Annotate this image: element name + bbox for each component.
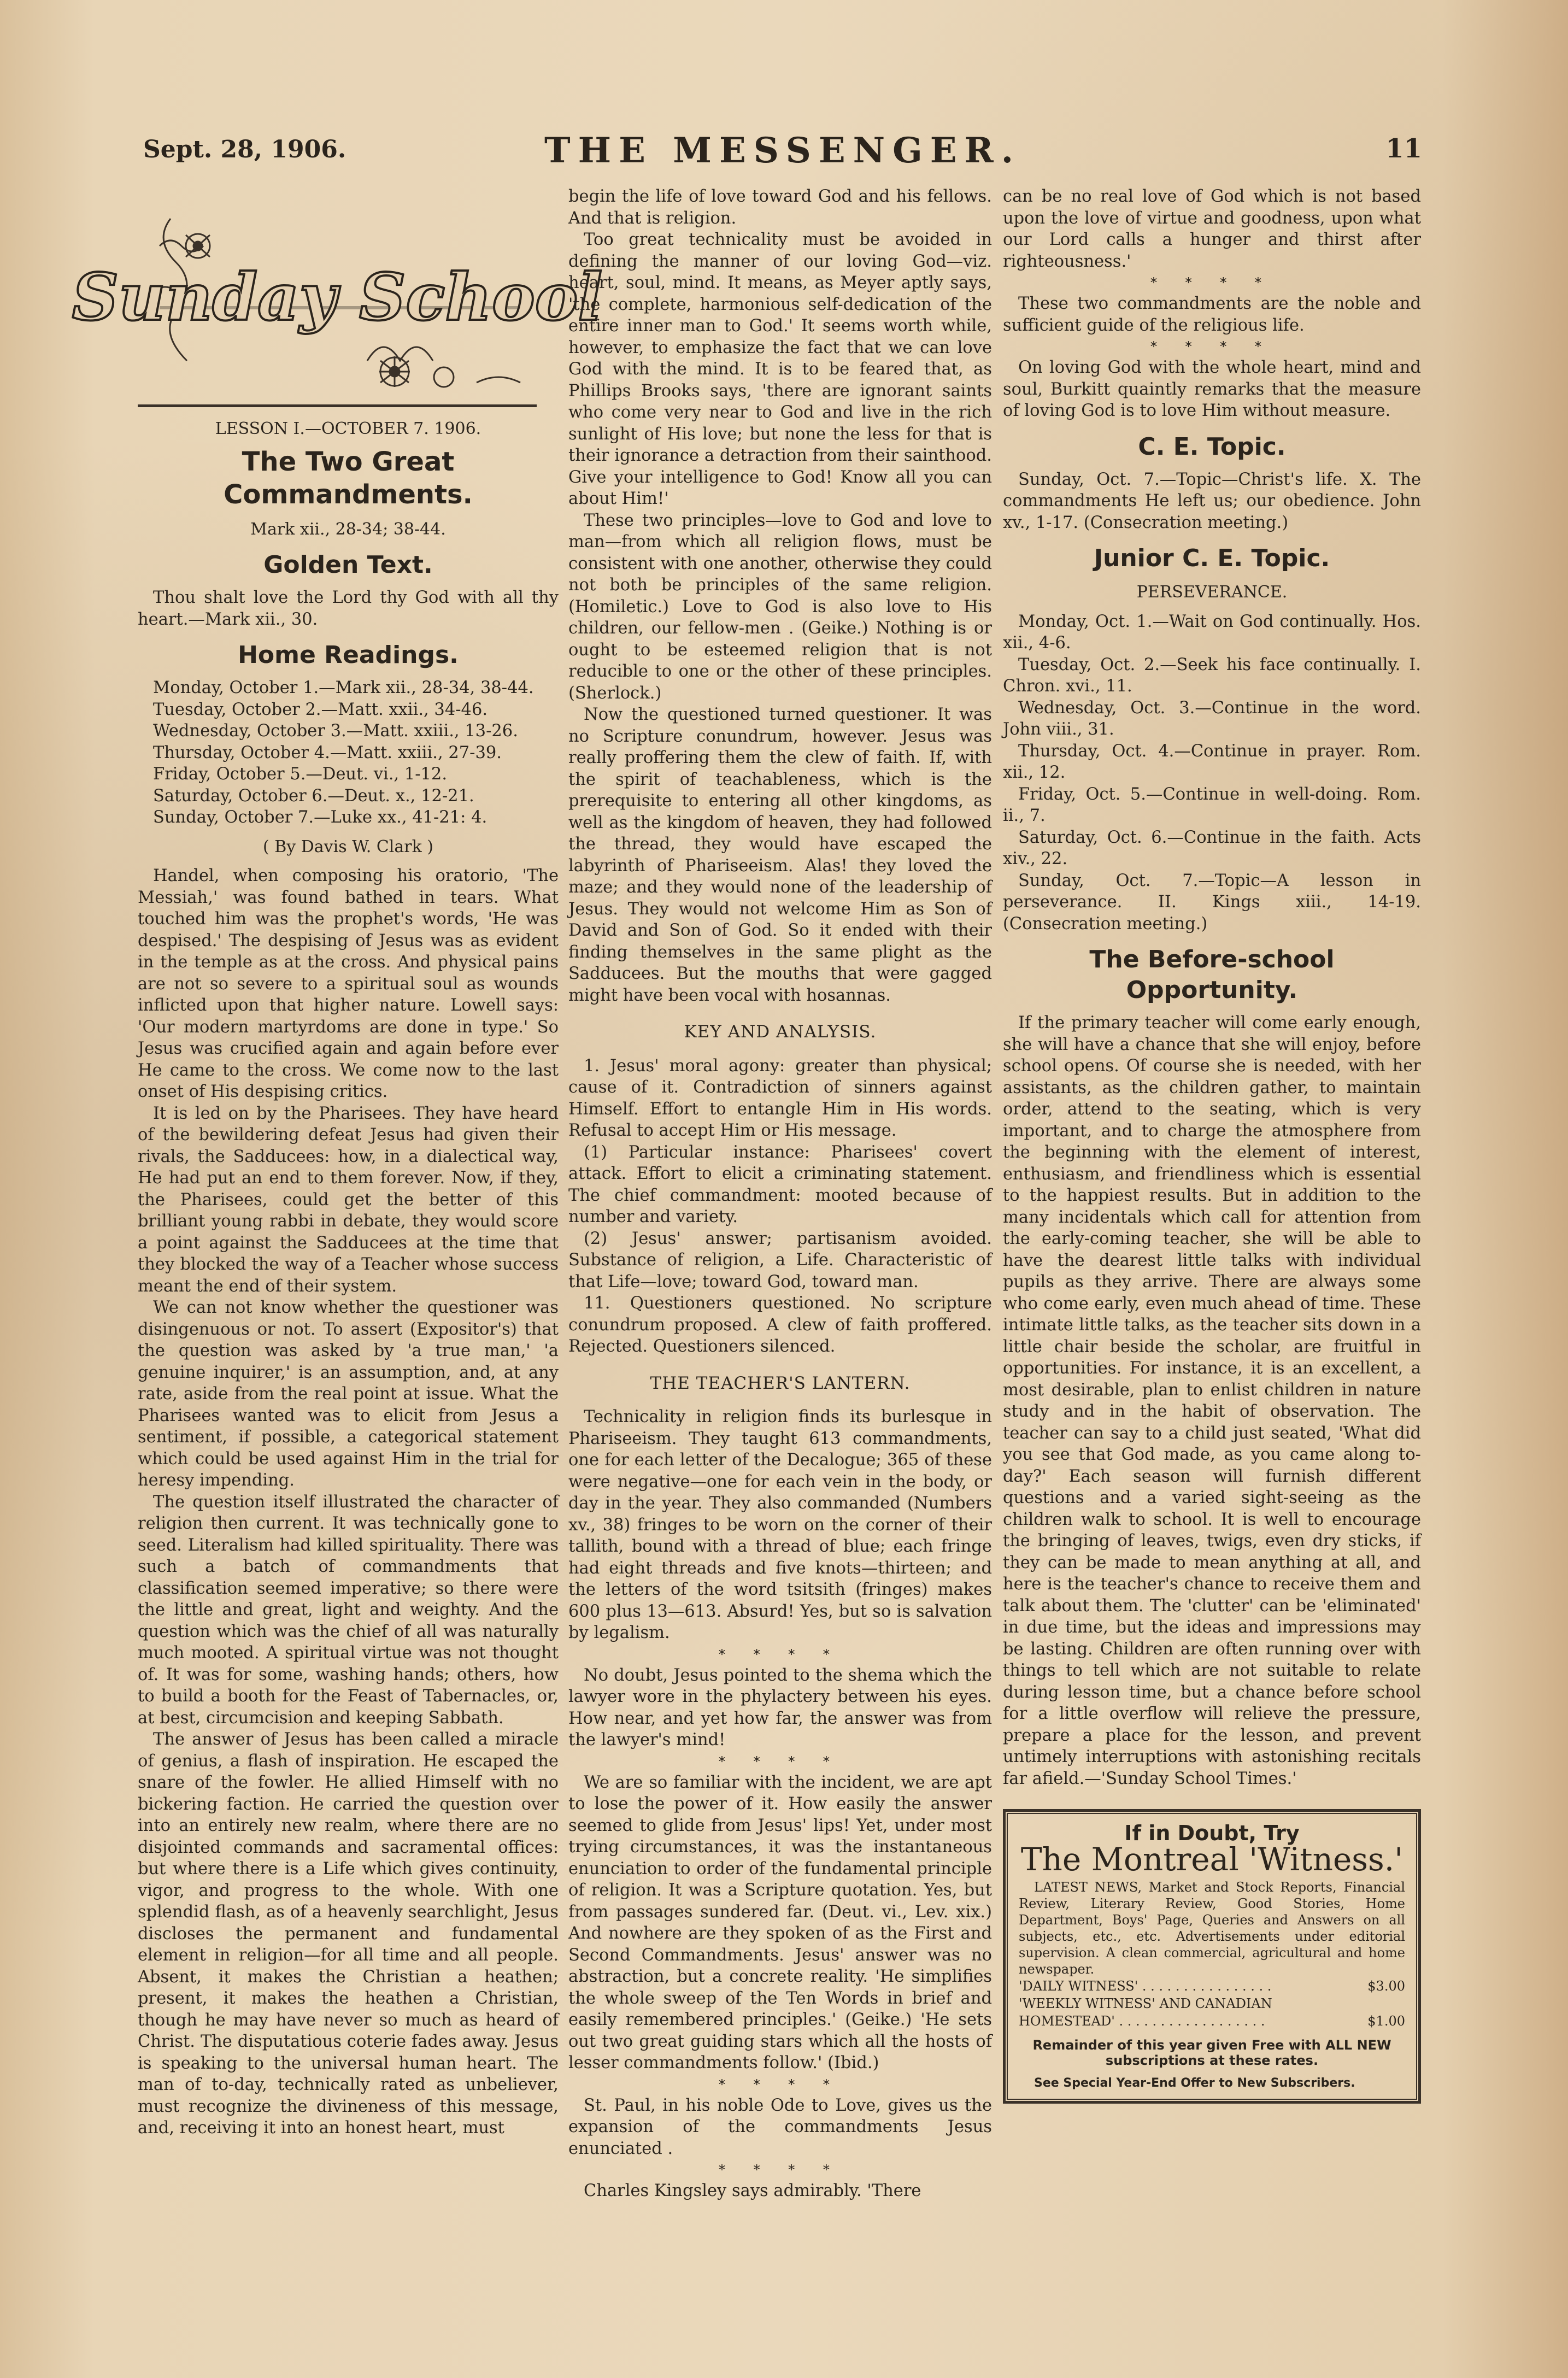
ad-price-row [1019, 2012, 1405, 2030]
analysis-paragraph: 1. Jesus' moral agony: greater than physical; cause of it. Contradiction of sinners against Himself. Effort to entangle Him in His words. Refusal to accept Him or His message. [568, 1056, 992, 1140]
article-paragraph: begin the life of love toward God and his fellows. And that is religion. [568, 187, 992, 228]
analysis-paragraph: (2) Jesus' answer; partisanism avoided. Substance of religion, a Life. Characteristic of that Life—love; toward God, toward man. [568, 1229, 992, 1291]
separator-stars: * * * * [719, 2162, 842, 2177]
sunday-school-logo [72, 197, 603, 407]
junior-topic-item: Thursday, Oct. 4.—Continue in prayer. Rom. xii., 12. [1003, 741, 1421, 782]
golden-text-heading: Golden Text. [263, 551, 433, 579]
byline: ( By Davis W. Clark ) [262, 837, 434, 856]
lantern-paragraph: Technicality in religion finds its burlesque in Phariseeism. They taught 613 commandments, one for each letter of the Decalogue; 365 of these were negative—one for each vein in the body, or day in the year. They also commanded (Numbers xv., 38) fringes to be worn on the corner of their tallith, bound with a thread of blue; each fringe had eight threads and five knots—thirteen; and the letters of the word tsitsith (fringes) makes 600 plus 13—613. Absurd! Yes, but so is salvation by legalism. [568, 1407, 992, 1642]
scripture-reference: Mark xii., 28-34; 38-44. [250, 519, 446, 539]
ad-tagline: If in Doubt, Try [1124, 1821, 1300, 1845]
separator-stars: * * * * [1150, 339, 1273, 354]
article-paragraph: Too great technicality must be avoided in defining the manner of our loving God—viz. heart, soul, mind. It means, as Meyer aptly says, 'the complete, harmonious self-dedication of the entire inner man to God.' It seems worth while, however, to emphasize the fact that we can love God with the mind. It is to be feared that, as Phillips Brooks says, 'there are ignorant saints who come very near to God and live in the rich sunlight of His love; but none the less for that is their ignorance a detraction from their sainthood. Give your intelligence to God! Know all you can about Him!' [568, 230, 992, 508]
page-number: 11 [1385, 133, 1422, 164]
article-paragraph: Now the questioned turned questioner. It was no Scripture conundrum, however. Jesus was really proffering them the clew of faith. If, with the spirit of teachableness, which is the prerequisite to entering all other kingdoms, as well as the kingdom of heaven, they had followed the thread, they would have escaped the labyrinth of Phariseeism. Alas! they loved the maze; and they would none of the leadership of Jesus. They would not welcome Him as Son of David and Son of God. So it ended with their finding themselves in the same plight as the Sadducees. But the mouths that were gagged might have been vocal with hosannas. [568, 705, 992, 1005]
ad-price-label: HOMESTEAD' . . . . . . . . . . . . . . . . . . [1019, 2013, 1265, 2029]
reading-item: Tuesday, October 2.—Matt. xxii., 34-46. [153, 700, 488, 719]
lantern-paragraph: We are so familiar with the incident, we are apt to lose the power of it. How easily the answer seemed to glide from Jesus' lips! Yet, under most trying circumstances, it was the instantaneous enunciation to order of the fundamental principle of religion. It was a Scripture quotation. Yes, but from passages sundered far. (Deut. vi., Lev. xix.) And nowhere are they spoken of as the First and Second Commandments. Jesus' answer was no abstraction, but a concrete reality. 'He simplifies the whole sweep of the Ten Words in brief and easily remembered principles.' (Geike.) 'He sets out two great guiding stars which all the hosts of lesser commandments follow.' (Ibid.) [568, 1772, 992, 2072]
ad-special-offer: See Special Year-End Offer to New Subscribers. [1034, 2076, 1355, 2090]
article-paragraph: The question itself illustrated the character of religion then current. It was technically gone to seed. Literalism had killed spirituality. There was such a batch of commandments that classification seemed imperative; so there were the little and great, light and weighty. And the question which was the chief of all was naturally much mooted. A spiritual virtue was not thought of. It was for some, washing hands; others, how to build a booth for the Feast of Tabernacles, or, at best, circumcision and keeping Sabbath. [138, 1492, 559, 1728]
golden-text: Thou shalt love the Lord thy God with all thy heart.—Mark xii., 30. [138, 588, 559, 629]
ad-description: LATEST NEWS, Market and Stock Reports, Financial Review, Literary Review, Good Stories, Home Department, Boys' Page, Queries and Answers on all subjects, etc., etc. Advertisements under editorial supervision. A clean commercial, agricultural and home newspaper. [1019, 1880, 1405, 1977]
lantern-paragraph: St. Paul, in his noble Ode to Love, gives us the expansion of the commandments Jesus enunciated . [568, 2095, 992, 2158]
ad-price-label: 'DAILY WITNESS' . . . . . . . . . . . . . . . . [1019, 1978, 1272, 1994]
witness-advertisement [1003, 1809, 1421, 2104]
reading-item: Wednesday, October 3.—Matt. xxiii., 13-26. [153, 721, 518, 741]
before-school-heading: The Before-school Opportunity. [1089, 946, 1335, 1004]
separator-stars: * * * * [719, 1646, 842, 1662]
ad-free-offer: Remainder of this year given Free with ALL NEW subscriptions at these rates. [1032, 2038, 1391, 2068]
lantern-paragraph: No doubt, Jesus pointed to the shema which the lawyer wore in the phylactery between his eyes. How near, and yet how far, the answer was from the lawyer's mind! [568, 1665, 992, 1749]
junior-ce-topic-heading: Junior C. E. Topic. [1094, 544, 1330, 572]
page-header [143, 130, 1422, 174]
article-paragraph: On loving God with the whole heart, mind and soul, Burkitt quaintly remarks that the measure of loving God is to love Him without measure. [1003, 358, 1421, 420]
reading-item: Monday, October 1.—Mark xii., 28-34, 38-44. [153, 678, 534, 697]
separator-stars: * * * * [1150, 275, 1273, 290]
issue-date: Sept. 28, 1906. [143, 136, 347, 163]
article-paragraph: can be no real love of God which is not based upon the love of virtue and goodness, upon what our Lord calls a hunger and thirst after righteousness.' [1003, 187, 1421, 271]
article-paragraph: These two principles—love to God and love to man—from which all religion flows, must be consistent with one another, otherwise they could not both be principles of the same religion. (Homiletic.) Love to God is also love to His children, our fellow-men . (Geike.) Nothing is or ought to be esteemed religion that is not reducible to one or the other of these principles. (Sherlock.) [568, 510, 992, 703]
reading-item: Sunday, October 7.—Luke xx., 41-21: 4. [153, 808, 488, 827]
article-paragraph: Handel, when composing his oratorio, 'The Messiah,' was found bathed in tears. What touched him was the prophet's words, 'He was despised.' The despising of Jesus was as evident in the temple as at the cross. And physical pains are not so severe to a spiritual soul as wounds inflicted upon that higher nature. Lowell says: 'Our modern martyrdoms are done in type.' So Jesus was crucified again and again before ever He came to the cross. We come now to the last onset of His despising critics. [138, 866, 559, 1101]
ad-title: The Montreal 'Witness.' [1020, 1840, 1403, 1878]
reading-item: Thursday, October 4.—Matt. xxiii., 27-39. [153, 743, 502, 762]
lantern-paragraph: Charles Kingsley says admirably. 'There [584, 2181, 921, 2200]
home-readings-heading: Home Readings. [238, 641, 459, 669]
junior-ce-subheading: PERSEVERANCE. [1136, 583, 1288, 602]
analysis-paragraph: 11. Questioners questioned. No scripture conundrum proposed. A clew of faith proffered. Rejected. Questioners silenced. [568, 1294, 992, 1356]
reading-item: Saturday, October 6.—Deut. x., 12-21. [153, 786, 474, 806]
key-analysis-heading: KEY AND ANALYSIS. [684, 1022, 877, 1042]
lesson-title: The Two Great Commandments. [224, 446, 473, 510]
teachers-lantern-heading: THE TEACHER'S LANTERN. [650, 1373, 911, 1393]
analysis-paragraph: (1) Particular instance: Pharisees' covert attack. Effort to elicit a criminating statement. The chief commandment: mooted because of number and variety. [568, 1142, 992, 1226]
ad-price-value: $3.00 [1367, 1978, 1405, 1994]
article-paragraph: It is led on by the Pharisees. They have heard of the bewildering defeat Jesus had given their rivals, the Sadducees: how, in a dialectical way, He had put an end to them forever. Now, if they, the Pharisees, could get the better of this brilliant young rabbi in debate, they would score a point against the Sadducees at the time that they blocked the way of a Teacher whose success meant the end of their system. [138, 1103, 559, 1296]
before-school-text: If the primary teacher will come early enough, she will have a chance that she will enjoy, before school opens. Of course she is needed, with her assistants, as the children gather, to maintain order, attend to the seating, which is very important, and to charge the atmosphere from the beginning with the element of interest, enthusiasm, and friendliness which is essential to the happiest results. But in addition to the many incidentals which call for attention from the early-coming teacher, she will be able to have the dearest little talks with individual pupils as they arrive. There are always some who come early, even much ahead of time. These intimate little talks, as the teacher sits down in a little chair beside the scholar, are fruitful in opportunities. For instance, it is an excellent, a most desirable, plan to enlist children in nature study and in the habit of observation. The teacher can say to a child just seated, 'What did you see that God made, as you came along to-day?' Each season will furnish different questions and a varied sight-seeing as the children walk to school. It is well to encourage the bringing of leaves, twigs, even dry sticks, if they can be made to mean anything at all, and here is the teacher's chance to receive them and talk about them. The 'clutter' can be 'eliminated' in due time, but the ideas and impressions may be lasting. Children are often running over with things to tell which are not suitable to relate during lesson time, but a chance before school for a little overflow will relieve the pressure, prepare a place for the lesson, and prevent untimely interruptions with astonishing recitals far afield.—'Sunday School Times.' [1003, 1013, 1421, 1788]
junior-topic-item: Wednesday, Oct. 3.—Continue in the word. John viii., 31. [1003, 698, 1421, 739]
lesson-number: LESSON I.—OCTOBER 7. 1906. [215, 419, 481, 438]
article-paragraph: The answer of Jesus has been called a miracle of genius, a flash of inspiration. He escaped the snare of the fowler. He allied Himself with no bickering faction. He carried the question over into an entirely new realm, where there are no disjointed commands and sacramental offices: but where there is a Life which gives continuity, vigor, and progress to the whole. With one splendid flash, as of a heavenly searchlight, Jesus discloses the permanent and fundamental element in religion—for all time and all people. Absent, it makes the Christian a heathen; present, it makes the heathen a Christian, though he may have never so much as heard of Christ. The disputatious coterie fades away. Jesus is speaking to the universal human heart. The man of to-day, technically rated as unbeliever, must recognize the divineness of this message, and, receiving it into an honest heart, must [138, 1730, 559, 2138]
column-1 [72, 186, 603, 2139]
svg-text:Sunday School: Sunday School [72, 259, 603, 335]
column-3 [1003, 186, 1421, 2104]
reading-item: Friday, October 5.—Deut. vi., 1-12. [153, 765, 448, 784]
column-2 [568, 186, 992, 2202]
junior-topic-item: Friday, Oct. 5.—Continue in well-doing. Rom. ii., 7. [1003, 784, 1421, 825]
separator-stars: * * * * [719, 2076, 842, 2092]
junior-topic-item: Saturday, Oct. 6.—Continue in the faith. Acts xiv., 22. [1003, 827, 1421, 868]
junior-topic-item: Tuesday, Oct. 2.—Seek his face continually. I. Chron. xvi., 11. [1003, 655, 1421, 696]
ce-topic-text: Sunday, Oct. 7.—Topic—Christ's life. X. The commandments He left us; our obedience. John xv., 1-17. (Consecration meeting.) [1003, 469, 1421, 532]
article-paragraph: We can not know whether the questioner was disingenuous or not. To assert (Expositor's) that the question was asked by 'a true man,' 'a genuine inquirer,' is an assumption, and, at any rate, aside from the real point at issue. What the Pharisees wanted was to elicit from Jesus a sentiment, if possible, a categorical statement which could be used against Him in the trial for heresy impending. [138, 1298, 559, 1490]
article-paragraph: These two commandments are the noble and sufficient guide of the religious life. [1003, 294, 1421, 335]
junior-topic-item: Monday, Oct. 1.—Wait on God continually. Hos. xii., 4-6. [1003, 612, 1421, 653]
masthead-title: THE MESSENGER. [544, 130, 1021, 171]
ad-price-label: 'WEEKLY WITNESS' AND CANADIAN [1019, 1996, 1272, 2011]
ad-price-value: $1.00 [1367, 2013, 1405, 2029]
separator-stars: * * * * [719, 1753, 842, 1769]
ce-topic-heading: C. E. Topic. [1138, 432, 1286, 461]
junior-topic-item: Sunday, Oct. 7.—Topic—A lesson in perseverance. II. Kings xiii., 14-19. (Consecration meeting.) [1003, 871, 1421, 933]
ad-price-row [1019, 1977, 1405, 1995]
sunday-school-logo-art [72, 197, 603, 399]
ad-price-row [1019, 1995, 1405, 2012]
